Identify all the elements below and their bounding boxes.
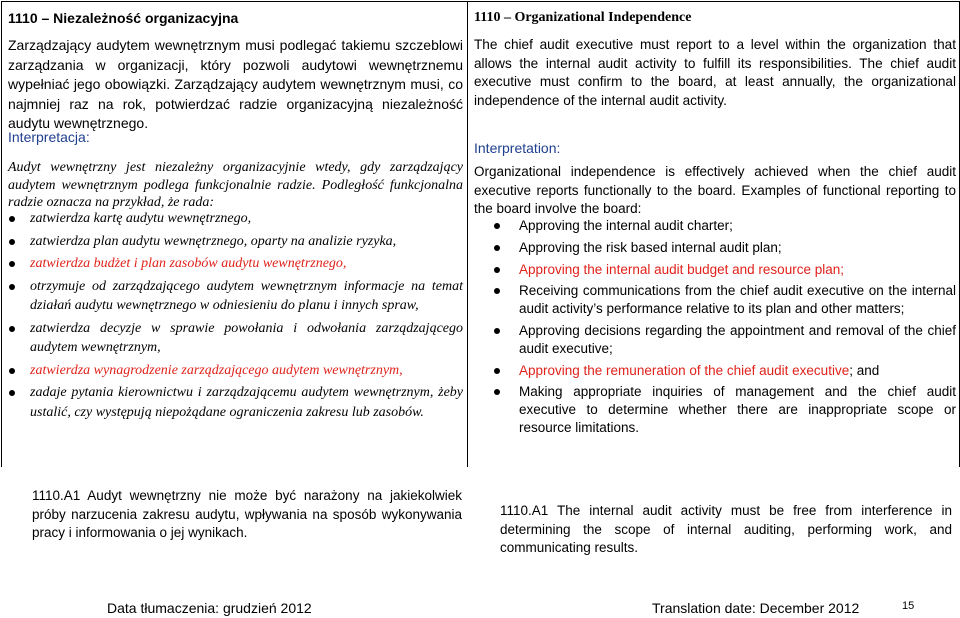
list-item: otrzymuje od zarządzającego audytem wewnętrznym informacje na temat działań audytu wewnętrznego w odniesieniu do planu i innych spraw, — [8, 277, 463, 316]
bullet-icon — [9, 390, 15, 396]
bullet-icon — [9, 261, 15, 267]
english-list — [474, 217, 956, 437]
column-divider — [467, 2, 468, 467]
list-item: zatwierdza decyzje w sprawie powołania i odwołania zarządzającego audytem wewnętrznym, — [8, 319, 463, 358]
list-item: Making appropriate inquiries of management and the chief audit executive to determine whether there are inappropriate scope or resource limitations. — [474, 383, 956, 436]
list-item: zatwierdza wynagrodzenie zarządzającego audytem wewnętrznym, — [8, 361, 463, 381]
list-item: Approving decisions regarding the appointment and removal of the chief audit executive; — [474, 322, 956, 358]
polish-list — [8, 209, 463, 422]
polish-standard-text: Zarządzający audytem wewnętrznym musi podlegać takiemu szczeblowi zarządzania w organizacji, który pozwoli audytowi wewnętrznemu wypełniać jego obowiązki. Zarządzający audytem wewnętrznym musi, co najmniej raz na rok, potwierdzać radzie organizacyjną niezależność audytu wewnętrznego. — [8, 37, 463, 131]
bullet-icon — [9, 284, 15, 290]
list-item: zatwierdza budżet i plan zasobów audytu wewnętrznego, — [8, 254, 463, 274]
english-interpretation-label: Interpretation: — [474, 140, 561, 156]
polish-translation-date: Data tłumaczenia: grudzień 2012 — [107, 600, 312, 616]
bullet-icon — [494, 368, 500, 374]
list-item: zatwierdza plan audytu wewnętrznego, oparty na analizie ryzyka, — [8, 232, 463, 252]
bullet-icon — [9, 326, 15, 332]
english-a1-text: 1110.A1 The internal audit activity must be free from interference in determining the scope of internal auditing, performing work, and communicating results. — [500, 503, 952, 555]
bullet-icon — [494, 245, 500, 251]
list-item: zatwierdza kartę audytu wewnętrznego, — [8, 209, 463, 229]
bullet-icon — [494, 328, 500, 334]
list-item: Receiving communications from the chief audit executive on the internal audit activity’s performance relative to its plan and other matters; — [474, 282, 956, 318]
bullet-icon — [494, 267, 500, 273]
bullet-icon — [494, 389, 500, 395]
list-item: Approving the internal audit charter; — [474, 217, 956, 235]
english-interpretation-text: Organizational independence is effectively achieved when the chief audit executive reports functionally to the board. Examples of functional reporting to the board involve the board: — [474, 164, 956, 216]
list-item: zadaje pytania kierownictwu i zarządzającemu audytem wewnętrznym, żeby ustalić, czy występują niepożądane ograniczenia zakresu lub zasobów. — [8, 383, 463, 422]
english-translation-date: Translation date: December 2012 — [652, 600, 860, 616]
polish-interpretation-text: Audyt wewnętrzny jest niezależny organizacyjnie wtedy, gdy zarządzający audytem wewnętrznym podlega funkcjonalnie radzie. Podległość funkcjonalna radzie oznacza na przykład, że rada: — [8, 160, 463, 210]
bullet-icon — [9, 216, 15, 222]
bullet-icon — [9, 368, 15, 374]
polish-a1-text: 1110.A1 Audyt wewnętrzny nie może być narażony na jakiekolwiek próby narzucenia zakresu audytu, wpływania na sposób wykonywania pracy i informowania o jej wynikach. — [32, 488, 462, 540]
page-number: 15 — [902, 600, 915, 612]
list-item: Approving the remuneration of the chief audit executive; and — [474, 362, 956, 380]
english-standard-text: The chief audit executive must report to a level within the organization that allows the internal audit activity to fulfill its responsibilities. The chief audit executive must confirm to the board, at least annually, the organizational independence of the internal audit activity. — [474, 37, 956, 108]
polish-interpretation-label: Interpretacja: — [8, 129, 90, 145]
list-item: Approving the risk based internal audit plan; — [474, 239, 956, 257]
bullet-icon — [494, 288, 500, 294]
list-item: Approving the internal audit budget and resource plan; — [474, 261, 956, 279]
bullet-icon — [494, 223, 500, 229]
polish-heading: 1110 – Niezależność organizacyjna — [8, 10, 239, 26]
bullet-icon — [9, 239, 15, 245]
translation-table — [1, 1, 960, 467]
english-heading: 1110 – Organizational Independence — [474, 10, 692, 25]
